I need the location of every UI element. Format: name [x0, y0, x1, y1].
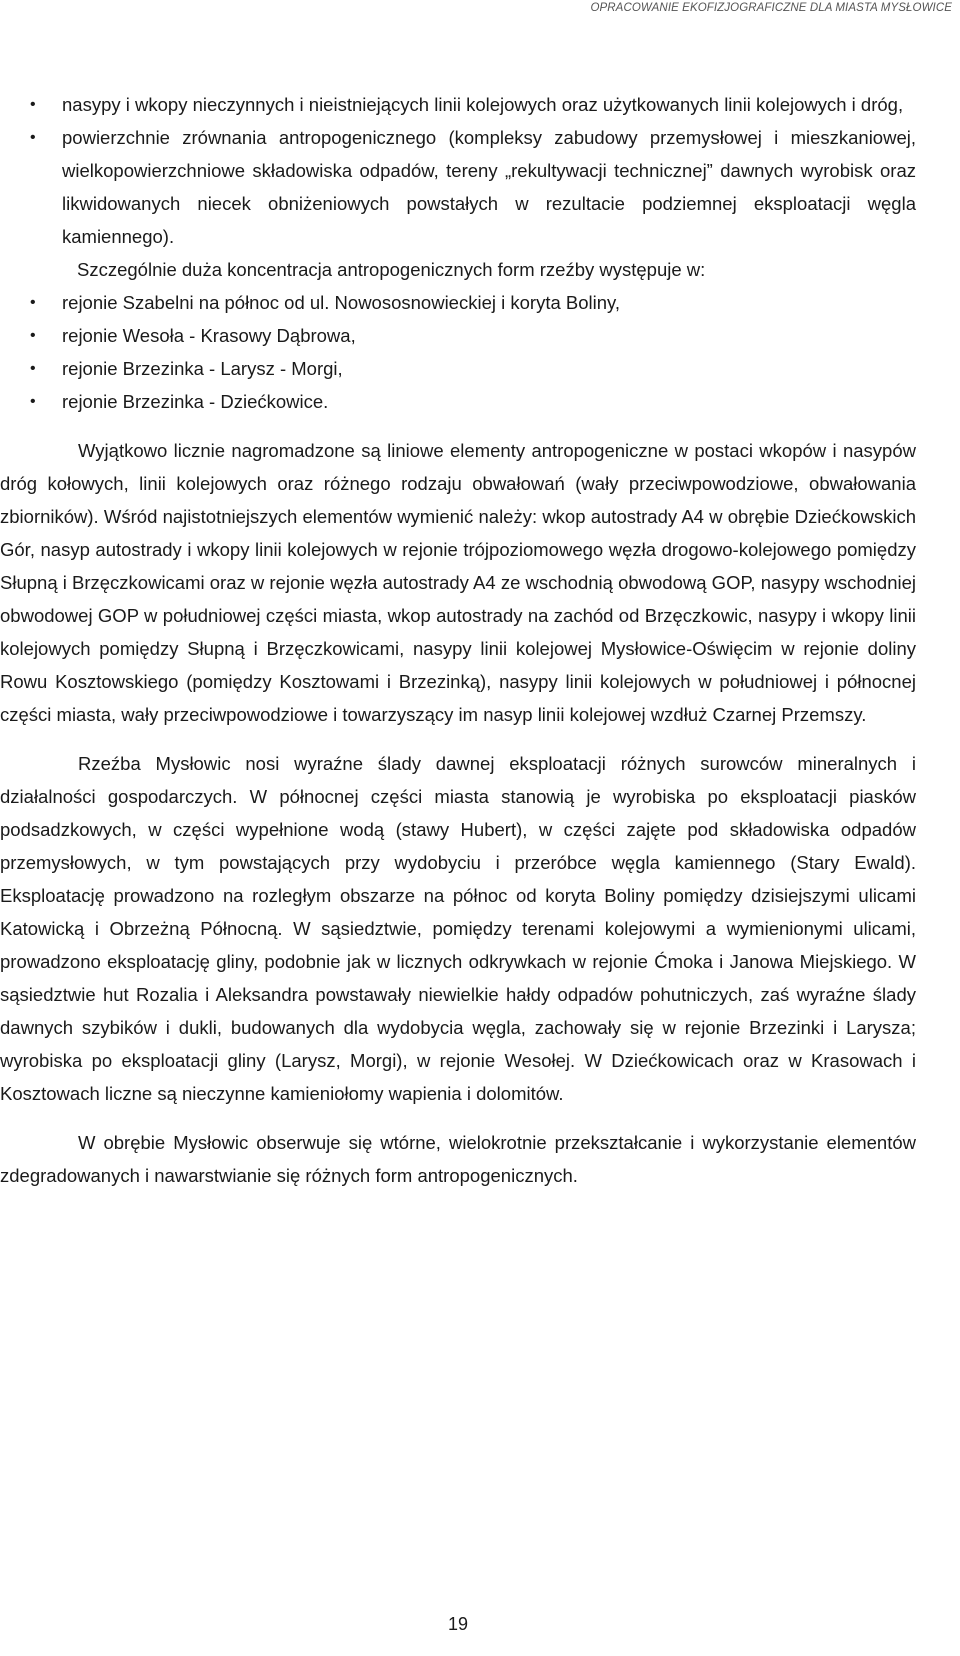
list-item	[0, 319, 916, 352]
list-item-text: rejonie Wesoła - Krasowy Dąbrowa,	[62, 325, 356, 346]
list-item	[0, 88, 916, 121]
bullet-icon: •	[30, 393, 36, 410]
list-item-text: rejonie Szabelni na północ od ul. Nowososnowieckiej i koryta Boliny,	[62, 292, 621, 313]
list-item	[0, 385, 916, 418]
bullet-list-regions	[0, 286, 916, 418]
page-content	[0, 88, 916, 1192]
list-item-text: rejonie Brzezinka - Larysz - Morgi,	[62, 358, 343, 379]
list-item-text: powierzchnie zrównania antropogenicznego (kompleksy zabudowy przemysłowej i mieszkaniowej, wielkopowierzchniowe składowiska odpadów, tereny „rekultywacji technicznej” dawnych wyrobisk oraz likwidowanych niecek obniżeniowych powstałych w rezultacie podziemnej eksploatacji węgla kamiennego).	[62, 127, 916, 247]
bullet-icon: •	[30, 327, 36, 344]
running-header: OPRACOWANIE EKOFIZJOGRAFICZNE DLA MIASTA MYSŁOWICE	[590, 2, 952, 14]
page-number: 19	[447, 1614, 469, 1634]
paragraph-mining-traces: Rzeźba Mysłowic nosi wyraźne ślady dawnej eksploatacji różnych surowców mineralnych i działalności gospodarczych. W północnej części miasta stanowią je wyrobiska po eksploatacji piasków podsadzkowych, w części wypełnione wodą (stawy Hubert), w części zajęte pod składowiska odpadów przemysłowych, w tym powstających przy wydobyciu i przeróbce węgla kamiennego (Stary Ewald). Eksploatację prowadzono na rozległym obszarze na północ od koryta Boliny pomiędzy dzisiejszymi ulicami Katowicką i Obrzeżną Północną. W sąsiedztwie, pomiędzy terenami kolejowymi a wymienionymi ulicami, prowadzono eksploatację gliny, podobnie jak w licznych odkrywkach w rejonie Ćmoka i Janowa Miejskiego. W sąsiedztwie hut Rozalia i Aleksandra powstawały niewielkie hałdy odpadów pohutniczych, zaś wyraźne ślady dawnych szybików i dukli, budowanych dla wydobycia węgla, zachowały się w rejonie Brzezinki i Larysza; wyrobiska po eksploatacji gliny (Larysz, Morgi), w rejonie Wesołej. W Dziećkowicach oraz w Krasowach i Kosztowach liczne są nieczynne kamieniołomy wapienia i dolomitów.	[0, 753, 916, 1104]
bullet-icon: •	[30, 129, 36, 146]
list-item-text: rejonie Brzezinka - Dziećkowice.	[62, 391, 329, 412]
paragraph-linear-elements: Wyjątkowo licznie nagromadzone są liniowe elementy antropogeniczne w postaci wkopów i nasypów dróg kołowych, linii kolejowych oraz różnego rodzaju obwałowań (wały przeciwpowodziowe, obwałowania zbiorników). Wśród najistotniejszych elementów wymienić należy: wkop autostrady A4 w obrębie Dziećkowskich Gór, nasyp autostrady i wkopy linii kolejowych w rejonie trójpoziomowego węzła drogowo-kolejowego pomiędzy Słupną i Brzęczkowicami oraz w rejonie węzła autostrady A4 ze wschodnią obwodową GOP, nasypy wschodniej obwodowej GOP w południowej części miasta, wkop autostrady na zachód od Brzęczkowic, nasypy i wkopy linii kolejowych pomiędzy Słupną i Brzęczkowicami, nasypy linii kolejowej Mysłowice-Oświęcim w rejonie doliny Rowu Kosztowskiego (pomiędzy Kosztowami i Brzezinką), nasypy linii kolejowych w południowej i północnej części miasta, wały przeciwpowodziowe i towarzyszący im nasyp linii kolejowej wzdłuż Czarnej Przemszy.	[0, 440, 916, 725]
list-item-text: nasypy i wkopy nieczynnych i nieistniejących linii kolejowych oraz użytkowanych linii kolejowych i dróg,	[62, 94, 904, 115]
paragraph-secondary-transformation: W obrębie Mysłowic obserwuje się wtórne, wielokrotnie przekształcanie i wykorzystanie elementów zdegradowanych i nawarstwianie się różnych form antropogenicznych.	[0, 1132, 916, 1186]
intro-line: Szczególnie duża koncentracja antropogenicznych form rzeźby występuje w:	[77, 259, 706, 280]
list-item	[0, 286, 916, 319]
bullet-list-landforms	[0, 88, 916, 253]
bullet-icon: •	[30, 294, 36, 311]
list-item	[0, 121, 916, 253]
bullet-icon: •	[30, 96, 36, 113]
list-item	[0, 352, 916, 385]
bullet-icon: •	[30, 360, 36, 377]
